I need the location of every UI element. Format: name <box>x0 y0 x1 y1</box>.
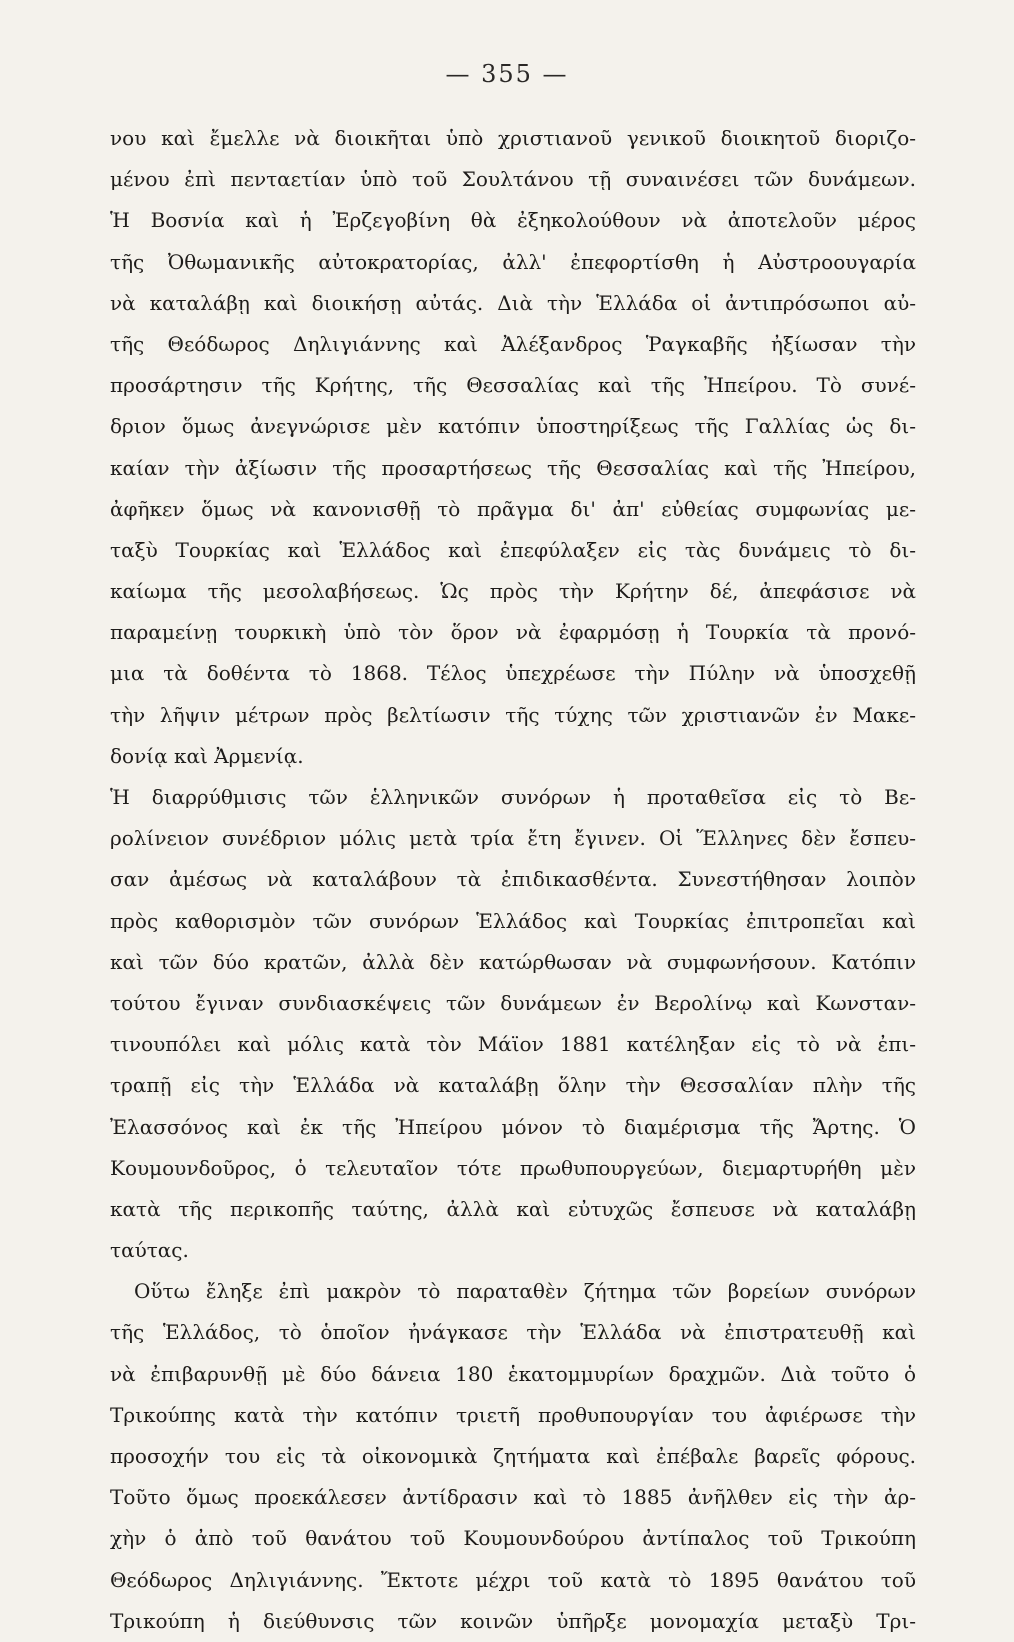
text-line: Τρικούπη ἡ διεύθυνσις τῶν κοινῶν ὑπῆρξε μονομαχία μεταξὺ Τρι- <box>110 1608 916 1633</box>
text-line: τῆς Θεόδωρος Δηλιγιάννης καὶ Ἀλέξανδρος Ῥαγκαβῆς ἠξίωσαν τὴν <box>110 331 916 356</box>
text-line: ταξὺ Τουρκίας καὶ Ἑλλάδος καὶ ἐπεφύλαξεν εἰς τὰς δυνάμεις τὸ δι- <box>110 537 916 562</box>
text-line: σαν ἀμέσως νὰ καταλάβουν τὰ ἐπιδικασθέντα. Συνεστήθησαν λοιπὸν <box>110 867 916 892</box>
text-line: νὰ καταλάβῃ καὶ διοικήσῃ αὐτάς. Διὰ τὴν Ἑλλάδα οἱ ἀντιπρόσωποι αὐ- <box>110 290 916 315</box>
text-line: παραμείνῃ τουρκικὴ ὑπὸ τὸν ὅρον νὰ ἐφαρμόσῃ ἡ Τουρκία τὰ προνό- <box>110 620 916 645</box>
text-line: Ἐλασσόνος καὶ ἐκ τῆς Ἠπείρου μόνον τὸ διαμέρισμα τῆς Ἄρτης. Ὁ <box>110 1114 916 1139</box>
text-line: μένου ἐπὶ πενταετίαν ὑπὸ τοῦ Σουλτάνου τῇ συναινέσει τῶν δυνάμεων. <box>110 167 916 192</box>
text-line: Οὕτω ἔληξε ἐπὶ μακρὸν τὸ παραταθὲν ζήτημα τῶν βορείων συνόρων <box>134 1279 916 1304</box>
page-number: — 355 — <box>445 60 569 88</box>
text-line: τούτου ἔγιναν συνδιασκέψεις τῶν δυνάμεων ἐν Βερολίνῳ καὶ Κωνσταν- <box>110 990 916 1015</box>
text-line: Τοῦτο ὅμως προεκάλεσεν ἀντίδρασιν καὶ τὸ 1885 ἀνῆλθεν εἰς τὴν ἀρ- <box>110 1485 916 1510</box>
paragraph-1 <box>110 118 916 777</box>
text-line: νου καὶ ἔμελλε νὰ διοικῆται ὑπὸ χριστιανοῦ γενικοῦ διοικητοῦ διοριζο- <box>110 126 916 150</box>
text-line: δριον ὅμως ἀνεγνώρισε μὲν κατόπιν ὑποστηρίξεως τῆς Γαλλίας ὡς δι- <box>110 414 916 439</box>
text-line: καίαν τὴν ἀξίωσιν τῆς προσαρτήσεως τῆς Θεσσαλίας καὶ τῆς Ἠπείρου, <box>110 455 916 480</box>
text-line: κατὰ τῆς περικοπῆς ταύτης, ἀλλὰ καὶ εὐτυχῶς ἔσπευσε νὰ καταλάβῃ <box>110 1196 916 1221</box>
text-line: ρολίνειον συνέδριον μόλις μετὰ τρία ἔτη ἔγινεν. Οἱ Ἕλληνες δὲν ἔσπευ- <box>110 826 916 851</box>
text-line: Ἡ διαρρύθμισις τῶν ἑλληνικῶν συνόρων ἡ προταθεῖσα εἰς τὸ Βε- <box>110 785 916 809</box>
text-line: καὶ τῶν δύο κρατῶν, ἀλλὰ δὲν κατώρθωσαν νὰ συμφωνήσουν. Κατόπιν <box>110 949 916 974</box>
text-line: ἀφῆκεν ὅμως νὰ κανονισθῇ τὸ πρᾶγμα δι' ἀπ' εὐθείας συμφωνίας με- <box>110 496 916 521</box>
text-line: Ἡ Βοσνία καὶ ἡ Ἐρζεγοβίνη θὰ ἐξηκολούθουν νὰ ἀποτελοῦν μέρος <box>110 208 916 233</box>
text-line: μια τὰ δοθέντα τὸ 1868. Τέλος ὑπεχρέωσε τὴν Πύλην νὰ ὑποσχεθῇ <box>110 661 916 686</box>
text-line: δονίᾳ καὶ Ἀρμενίᾳ. <box>110 743 304 768</box>
text-line: Κουμουνδοῦρος, ὁ τελευταῖον τότε πρωθυπουργεύων, διεμαρτυρήθη μὲν <box>110 1155 916 1180</box>
text-line: τραπῇ εἰς τὴν Ἑλλάδα νὰ καταλάβῃ ὅλην τὴν Θεσσαλίαν πλὴν τῆς <box>110 1073 916 1098</box>
text-line: προσάρτησιν τῆς Κρήτης, τῆς Θεσσαλίας καὶ τῆς Ἠπείρου. Τὸ συνέ- <box>110 373 916 398</box>
text-line: τῆς Ὀθωμανικῆς αὐτοκρατορίας, ἀλλ' ἐπεφορτίσθη ἡ Αὐστροουγαρία <box>110 249 916 274</box>
text-line: τὴν λῆψιν μέτρων πρὸς βελτίωσιν τῆς τύχης τῶν χριστιανῶν ἐν Μακε- <box>110 702 916 727</box>
body-text <box>110 118 916 1642</box>
text-line: Τρικούπης κατὰ τὴν κατόπιν τριετῆ προθυπουργίαν του ἀφιέρωσε τὴν <box>110 1402 916 1427</box>
text-line: τῆς Ἑλλάδος, τὸ ὁποῖον ἠνάγκασε τὴν Ἑλλάδα νὰ ἐπιστρατευθῇ καὶ <box>110 1320 916 1345</box>
text-line: τινουπόλει καὶ μόλις κατὰ τὸν Μάϊον 1881 κατέληξαν εἰς τὸ νὰ ἐπι- <box>110 1032 916 1057</box>
text-line: χὴν ὁ ἀπὸ τοῦ θανάτου τοῦ Κουμουνδούρου ἀντίπαλος τοῦ Τρικούπη <box>110 1526 916 1551</box>
text-line: Θεόδωρος Δηλιγιάννης. Ἔκτοτε μέχρι τοῦ κατὰ τὸ 1895 θανάτου τοῦ <box>110 1567 916 1592</box>
text-line: ταύτας. <box>110 1238 189 1263</box>
text-line: προσοχήν του εἰς τὰ οἰκονομικὰ ζητήματα καὶ ἐπέβαλε βαρεῖς φόρους. <box>110 1444 916 1468</box>
paragraph-2 <box>110 777 916 1271</box>
text-line: καίωμα τῆς μεσολαβήσεως. Ὡς πρὸς τὴν Κρήτην δέ, ἀπεφάσισε νὰ <box>110 579 916 604</box>
paragraph-3 <box>110 1271 916 1642</box>
text-line: νὰ ἐπιβαρυνθῇ μὲ δύο δάνεια 180 ἑκατομμυρίων δραχμῶν. Διὰ τοῦτο ὁ <box>110 1361 916 1386</box>
text-line: πρὸς καθορισμὸν τῶν συνόρων Ἑλλάδος καὶ Τουρκίας ἐπιτροπεῖαι καὶ <box>110 908 916 933</box>
